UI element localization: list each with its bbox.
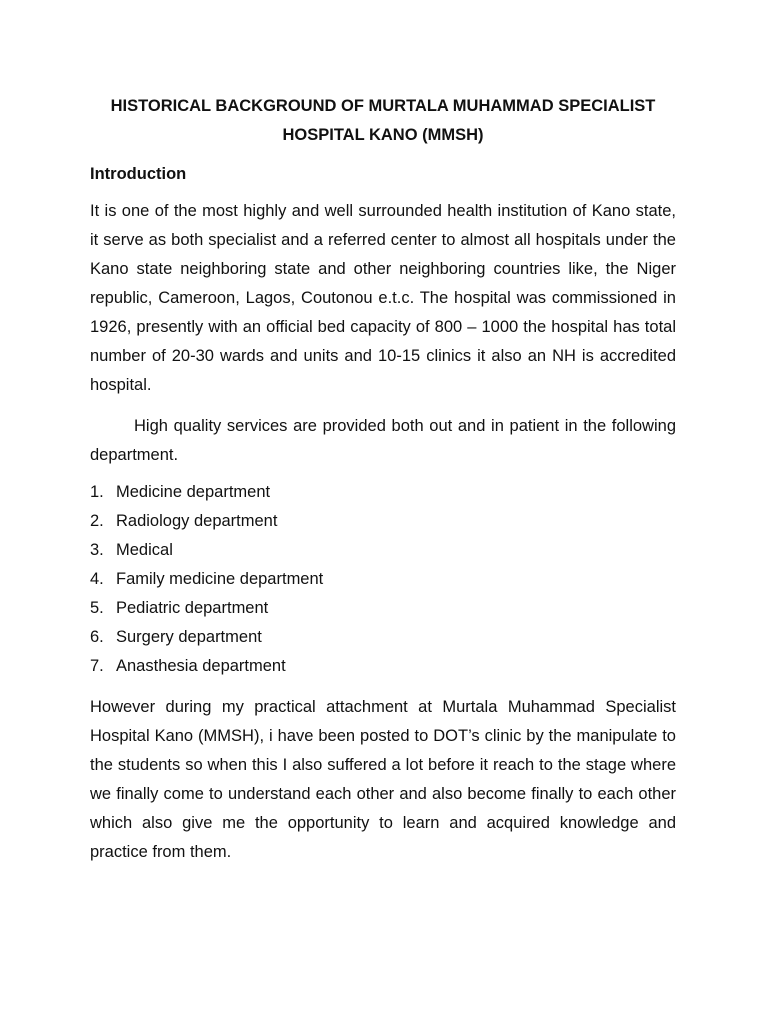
list-item-label: Radiology department: [116, 512, 278, 530]
list-item-label: Medical: [116, 541, 173, 559]
section-heading-introduction: Introduction: [90, 165, 187, 183]
intro-paragraph: It is one of the most highly and well surrounded health institution of Kano state, it serve as both specialist and a referred center to almost all hospitals under the Kano state neighboring state and other neighboring countries like, the Niger republic, Cameroon, Lagos, Coutonou e.t.c. The hospital was commissioned in 1926, presently with an official bed capacity of 800 – 1000 the hospital has total number of 20-30 wards and units and 10-15 clinics it also an NH is accredited hospital.: [90, 202, 676, 394]
list-item: [90, 536, 676, 565]
list-item: [90, 478, 676, 507]
list-item-label: Surgery department: [116, 628, 262, 646]
department-list: [90, 478, 676, 681]
list-item-label: Medicine department: [116, 483, 271, 501]
list-item-number: 1.: [90, 483, 104, 501]
list-item-label: Family medicine department: [116, 570, 324, 588]
list-item-number: 4.: [90, 570, 104, 588]
list-item: [90, 623, 676, 652]
document-body: [90, 92, 676, 867]
list-item-number: 3.: [90, 541, 104, 559]
list-item-number: 2.: [90, 512, 104, 530]
title-line-2: HOSPITAL KANO (MMSH): [282, 126, 484, 144]
list-item-number: 7.: [90, 657, 104, 675]
list-item: [90, 652, 676, 681]
list-item-number: 6.: [90, 628, 104, 646]
attachment-paragraph: However during my practical attachment at Murtala Muhammad Specialist Hospital Kano (MMSH), i have been posted to DOT’s clinic by the manipulate to the students so when this I also suffered a lot before it reach to the stage where we finally come to understand each other and also become finally to each other which also give me the opportunity to learn and acquired knowledge and practice from them.: [90, 698, 676, 861]
services-paragraph: High quality services are provided both out and in patient in the following department.: [90, 417, 676, 464]
list-item: [90, 507, 676, 536]
list-item: [90, 565, 676, 594]
title-line-1: HISTORICAL BACKGROUND OF MURTALA MUHAMMAD SPECIALIST: [110, 97, 656, 115]
list-item: [90, 594, 676, 623]
list-item-label: Anasthesia department: [116, 657, 286, 675]
list-item-label: Pediatric department: [116, 599, 269, 617]
list-item-number: 5.: [90, 599, 104, 617]
document-title: [90, 92, 676, 150]
